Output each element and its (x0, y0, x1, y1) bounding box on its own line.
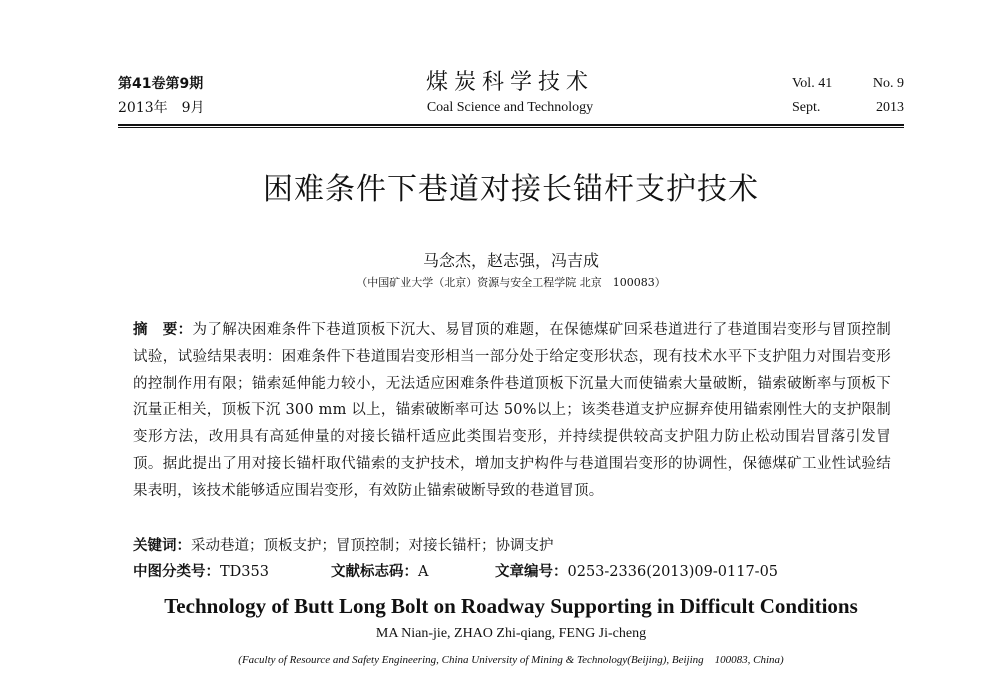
date-cn: 2013年 9月 (118, 100, 205, 116)
abstract-text: 为了解决困难条件下巷道顶板下沉大、易冒顶的难题，在保德煤矿回采巷道进行了巷道围岩变形与冒顶控制试验，试验结果表明：困难条件下巷道围岩变形相当一部分处于给定变形状态，现有技术水平下支护阻力对围岩变形的控制作用有限；锚索延伸能力较小，无法适应困难条件巷道顶板下沉量大而使锚索大量破断，锚索破断率与顶板下沉量正相关，顶板下沉 300 mm 以上，锚索破断率可达 50%以上；该类巷道支护应摒弃使用锚索刚性大的支护限制变形方法，改用具有高延伸量的对接长锚杆适应此类围岩变形，并持续提供较高支护阻力防止松动围岩冒落引发冒顶。据此提出了用对接长锚杆取代锚索的支护技术，增加支护构件与巷道围岩变形的协调性，保德煤矿工业性试验结果表明，该技术能够适应围岩变形，有效防止锚索破断导致的巷道冒顶。 (133, 322, 891, 499)
header-right (792, 72, 904, 120)
header-left (118, 72, 205, 120)
english-authors: MA Nian-jie, ZHAO Zhi-qiang, FENG Ji-cheng (375, 626, 647, 641)
issue-en: No. 9 (872, 76, 904, 91)
volume-issue-cn: 第41卷第9期 (118, 76, 204, 92)
article-number (495, 560, 778, 584)
english-affiliation: (Faculty of Resource and Safety Engineering, China University of Mining & Technology(Beijing), Beijing 100083, China) (238, 654, 784, 666)
year-en: 2013 (876, 100, 904, 115)
english-title: Technology of Butt Long Bolt on Roadway Supporting in Difficult Conditions (164, 594, 858, 618)
article-number-value: 0253-2336(2013)09-0117-05 (567, 564, 779, 580)
article-authors: 马念杰，赵志强，冯吉成 (422, 251, 599, 270)
clc-label: 中图分类号： (133, 564, 220, 580)
abstract (133, 317, 891, 505)
keywords-text: 采动巷道；顶板支护；冒顶控制；对接长锚杆；协调支护 (191, 538, 554, 554)
document-code (331, 560, 428, 584)
doc-value: A (418, 564, 429, 580)
doc-label: 文献标志码： (331, 564, 418, 580)
header-rule-thin (118, 127, 904, 128)
clc-value: TD353 (220, 564, 269, 580)
abstract-label: 摘 要： (133, 322, 193, 338)
volume-row (792, 72, 904, 96)
header-rule-thick (118, 124, 904, 126)
article-title: 困难条件下巷道对接长锚杆支护技术 (263, 172, 759, 207)
month-en: Sept. (792, 100, 821, 115)
keywords-label: 关键词： (133, 538, 191, 554)
journal-title-en: Coal Science and Technology (426, 100, 594, 115)
journal-title-cn: 煤炭科学技术 (425, 70, 594, 95)
article-number-label: 文章编号： (495, 564, 568, 580)
date-row (792, 96, 904, 120)
article-affiliation: （中国矿业大学（北京）资源与安全工程学院 北京 100083） (356, 276, 666, 289)
volume-en: Vol. 41 (792, 76, 833, 91)
keywords (133, 534, 891, 558)
clc-number (133, 560, 269, 584)
journal-name (380, 68, 640, 118)
